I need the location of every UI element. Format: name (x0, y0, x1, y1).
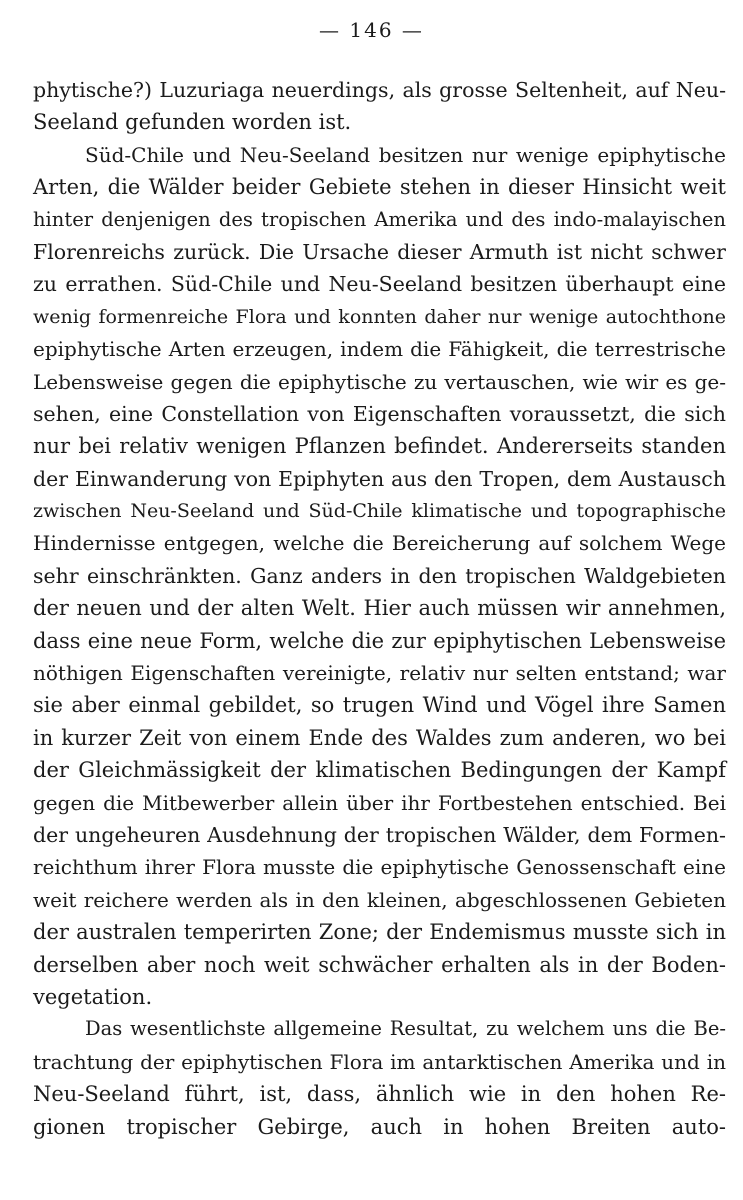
text-line: nöthigen Eigenschaften vereinigte, relativ nur selten entstand; war (33, 661, 726, 686)
text-line: vegetation. (33, 984, 153, 1009)
text-line: Arten, die Wälder beider Gebiete stehen in dieser Hinsicht weit (33, 175, 726, 200)
text-line: Seeland gefunden worden ist. (33, 110, 352, 135)
text-line: Neu-Seeland führt, ist, dass, ähnlich wie in den hohen Re- (33, 1082, 726, 1107)
text-line: epiphytische Arten erzeugen, indem die Fähigkeit, die terrestrische (33, 337, 726, 362)
text-line: zu errathen. Süd-Chile und Neu-Seeland besitzen überhaupt eine (33, 272, 726, 297)
text-line: der ungeheuren Ausdehnung der tropischen Wälder, dem Formen- (33, 822, 726, 847)
text-line: Lebensweise gegen die epiphytische zu vertauschen, wie wir es ge- (33, 369, 726, 394)
text-line: in kurzer Zeit von einem Ende des Waldes zum anderen, wo bei (33, 725, 726, 750)
text-line: der australen temperirten Zone; der Endemismus musste sich in (33, 920, 726, 945)
body-text (33, 74, 726, 1143)
text-line: hinter denjenigen des tropischen Amerika und des indo-malayischen (33, 207, 726, 231)
text-line: sehen, eine Constellation von Eigenschaften voraussetzt, die sich (33, 401, 726, 426)
paragraph-1 (33, 74, 726, 139)
text-line: wenig formenreiche Flora und konnten daher nur wenige autochthone (33, 305, 726, 328)
text-line: reichthum ihrer Flora musste die epiphytische Genossenschaft eine (33, 855, 726, 880)
text-line: Hindernisse entgegen, welche die Bereicherung auf solchem Wege (33, 531, 726, 556)
text-line: der Gleichmässigkeit der klimatischen Bedingungen der Kampf (33, 758, 726, 783)
text-line: nur bei relativ wenigen Pflanzen befindet. Andererseits standen (33, 434, 726, 459)
text-line: trachtung der epiphytischen Flora im antarktischen Amerika und in (33, 1049, 726, 1074)
text-line: Süd-Chile und Neu-Seeland besitzen nur wenige epiphytische (85, 142, 726, 167)
text-line: zwischen Neu-Seeland und Süd-Chile klimatische und topographische (33, 500, 726, 523)
text-line: sehr einschränkten. Ganz anders in den tropischen Waldgebieten (33, 563, 726, 588)
paragraph-2 (33, 139, 726, 1014)
text-line: sie aber einmal gebildet, so trugen Wind und Vögel ihre Samen (33, 693, 726, 718)
text-line: derselben aber noch weit schwächer erhalten als in der Boden- (33, 952, 726, 977)
text-line: dass eine neue Form, welche die zur epiphytischen Lebensweise (33, 628, 726, 653)
text-line: Florenreichs zurück. Die Ursache dieser Armuth ist nicht schwer (33, 239, 726, 264)
paragraph-3 (33, 1013, 726, 1143)
text-line: weit reichere werden als in den kleinen, abgeschlossenen Gebieten (33, 887, 726, 912)
page-number: — 146 — (319, 18, 424, 42)
text-line: gionen tropischer Gebirge, auch in hohen Breiten auto- (33, 1114, 726, 1139)
text-line: der Einwanderung von Epiphyten aus den Tropen, dem Austausch (33, 466, 726, 491)
text-line: gegen die Mitbewerber allein über ihr Fortbestehen entschied. Bei (33, 790, 726, 815)
text-line: phytische?) Luzuriaga neuerdings, als grosse Seltenheit, auf Neu- (33, 78, 726, 102)
text-line: Das wesentlichste allgemeine Resultat, zu welchem uns die Be- (85, 1017, 726, 1041)
text-line: der neuen und der alten Welt. Hier auch müssen wir annehmen, (33, 596, 726, 621)
